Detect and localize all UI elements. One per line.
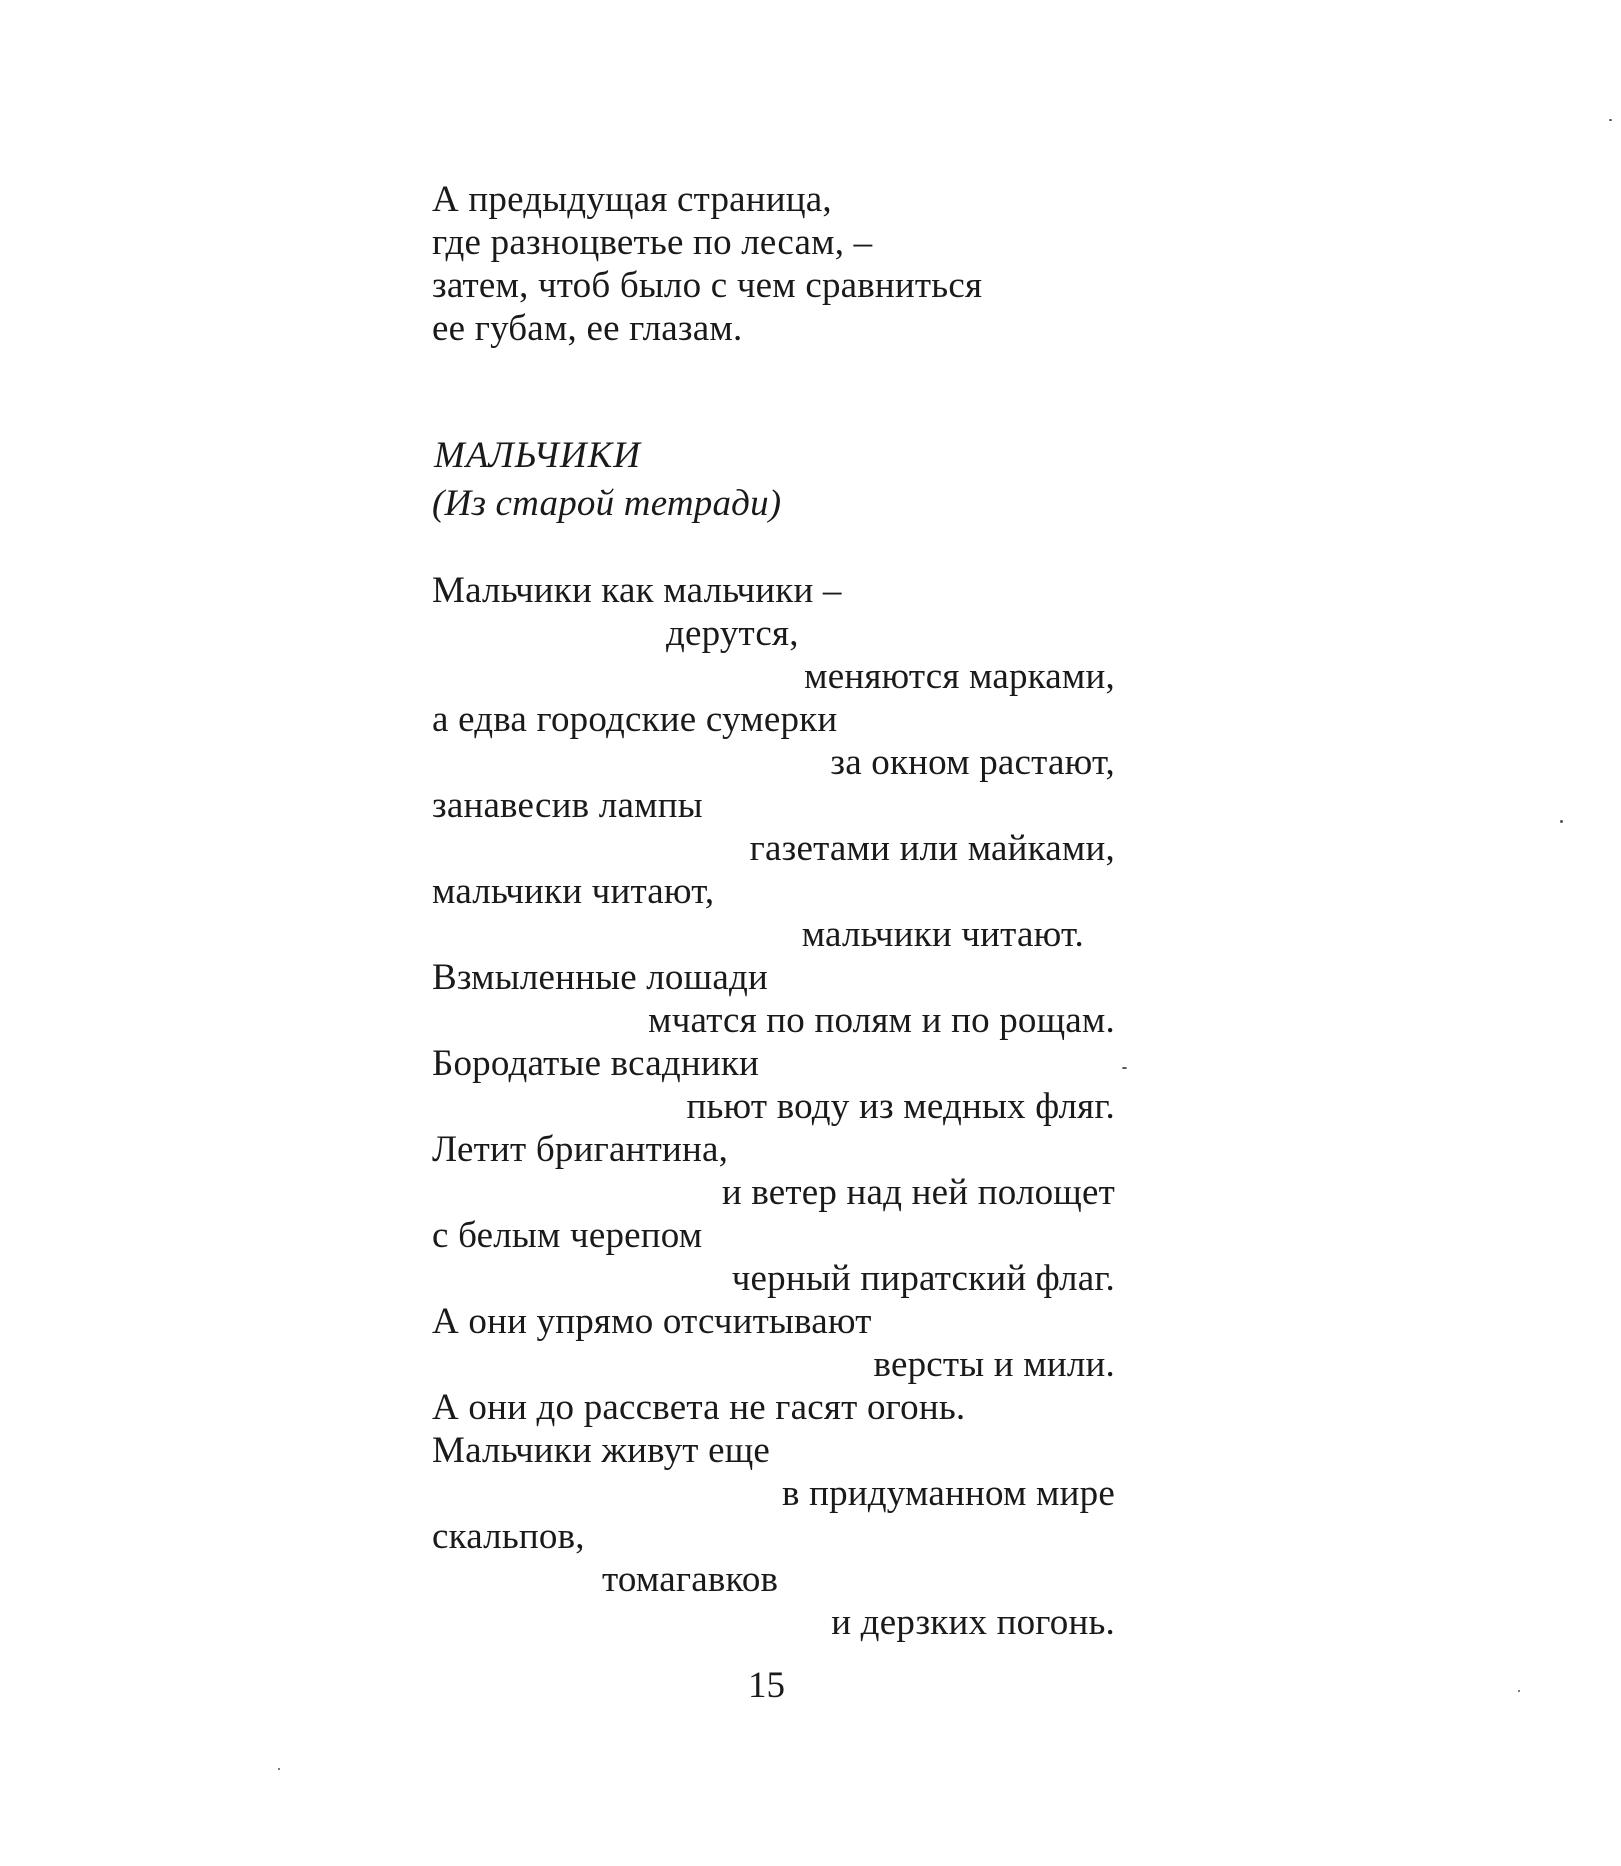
- scan-speck: [1122, 1067, 1127, 1069]
- poem-line: томагавков: [602, 1559, 779, 1600]
- poem-line: Взмыленные лошади: [432, 957, 768, 998]
- poem-line: А они до рассвета не гасят огонь.: [432, 1387, 966, 1428]
- stanza-line: А предыдущая страница,: [432, 179, 832, 220]
- poem-line: черный пиратский флаг.: [731, 1258, 1115, 1299]
- stanza-line: где разноцветье по лесам, –: [432, 222, 873, 263]
- page-number: 15: [748, 1665, 785, 1706]
- poem-subtitle: (Из старой тетради): [432, 483, 782, 524]
- poem-line: Мальчики живут еще: [432, 1430, 771, 1471]
- poem-line: газетами или майками,: [749, 828, 1115, 869]
- stanza-line: затем, чтоб было с чем сравниться: [432, 265, 983, 306]
- stanza-line: ее губам, ее глазам.: [432, 308, 743, 349]
- poem-line: Летит бригантина,: [432, 1129, 729, 1170]
- poem-line: А они упрямо отсчитывают: [432, 1301, 872, 1342]
- poem-line: Мальчики как мальчики –: [432, 570, 842, 611]
- poem-line: мчатся по полям и по рощам.: [648, 1000, 1115, 1041]
- poem-line: за окном растают,: [830, 742, 1115, 783]
- poem-line: в придуманном мире: [781, 1473, 1115, 1514]
- poem-line: и ветер над ней полощет: [721, 1172, 1115, 1213]
- poem-title: МАЛЬЧИКИ: [434, 435, 641, 476]
- poem-line: с белым черепом: [432, 1215, 703, 1256]
- poem-line: скальпов,: [432, 1516, 585, 1557]
- poem-line: меняются марками,: [804, 656, 1115, 697]
- poem-line: Бородатые всадники: [432, 1043, 760, 1084]
- poem-line: мальчики читают.: [801, 914, 1084, 955]
- poem-line: версты и мили.: [873, 1344, 1115, 1385]
- scan-speck: [278, 1768, 280, 1770]
- poem-line: занавесив лампы: [432, 785, 703, 826]
- scan-speck: [1518, 1690, 1520, 1692]
- poem-line: пьют воду из медных фляг.: [686, 1086, 1115, 1127]
- scan-speck: [1609, 119, 1612, 121]
- poem-line: дерутся,: [666, 613, 799, 654]
- poem-line: мальчики читают,: [432, 871, 715, 912]
- poem-line: а едва городские сумерки: [432, 699, 838, 740]
- poem-line: и дерзких погонь.: [831, 1602, 1115, 1643]
- scan-speck: [1560, 820, 1563, 823]
